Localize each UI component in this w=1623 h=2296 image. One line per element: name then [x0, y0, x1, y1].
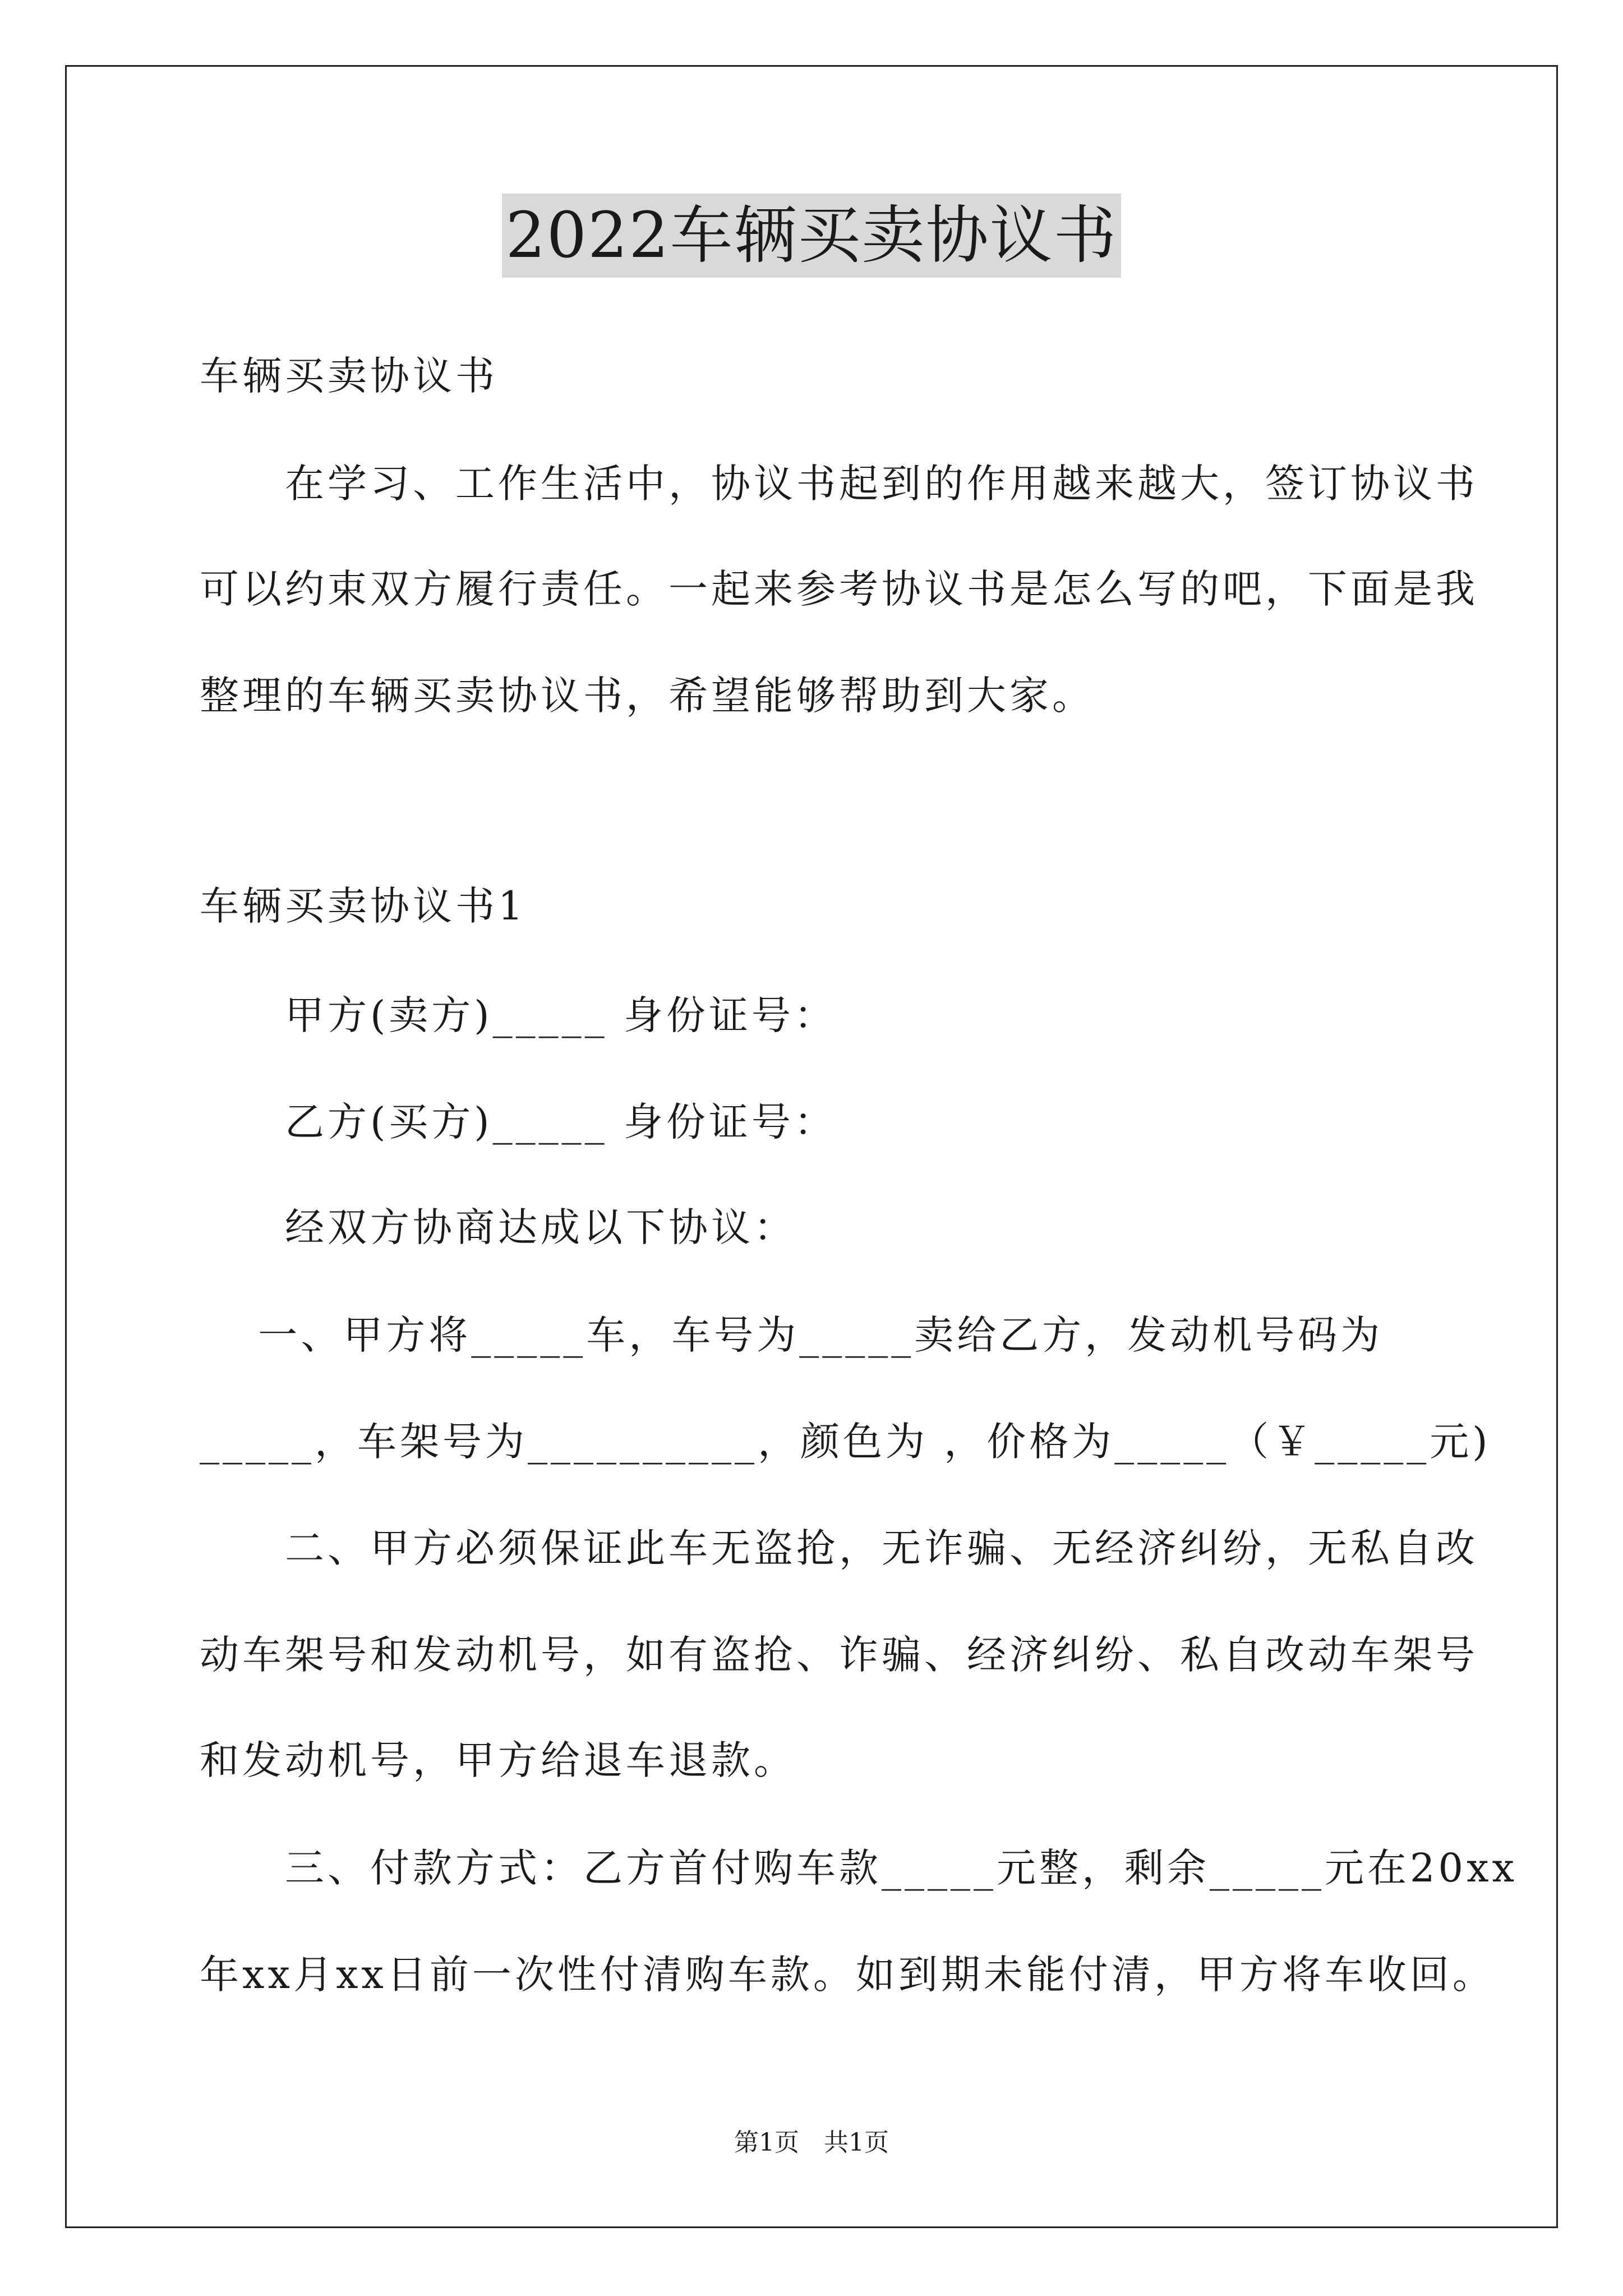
- agreement-lead-line: 经双方协商达成以下协议：: [200, 1204, 796, 1250]
- heading-agreement-1: 车辆买卖协议书1: [200, 883, 527, 929]
- clause-3-line-2: 年xx月xx日前一次性付清购车款。如到期未能付清，甲方将车收回。: [200, 1952, 1495, 1998]
- clause-2-line-2: 动车架号和发动机号，如有盗抢、诈骗、经济纠纷、私自改动车架号: [200, 1632, 1478, 1678]
- clause-2-line-3: 和发动机号，甲方给退车退款。: [200, 1737, 796, 1783]
- clause-3-line-1: 三、付款方式：乙方首付购车款_____元整，剩余_____元在20xx: [200, 1845, 1518, 1891]
- party-b-line: 乙方(买方)_____ 身份证号：: [200, 1099, 837, 1145]
- page-footer: 第1页 共1页: [734, 2128, 889, 2157]
- clause-1-line-2: _____，车架号为__________，颜色为 ，价格为_____（￥_____元): [200, 1419, 1491, 1465]
- title-container: [0, 194, 1623, 278]
- intro-line-3: 整理的车辆买卖协议书，希望能够帮助到大家。: [200, 673, 1095, 719]
- document-title: 2022车辆买卖协议书: [502, 194, 1121, 278]
- intro-line-1: 在学习、工作生活中，协议书起到的作用越来越大，签订协议书: [200, 461, 1478, 507]
- clause-2-line-1: 二、甲方必须保证此车无盗抢，无诈骗、无经济纠纷，无私自改: [200, 1525, 1478, 1571]
- heading-agreement: 车辆买卖协议书: [200, 353, 498, 399]
- party-a-line: 甲方(卖方)_____ 身份证号：: [200, 992, 837, 1038]
- intro-line-2: 可以约束双方履行责任。一起来参考协议书是怎么写的吧，下面是我: [200, 566, 1478, 612]
- clause-1-line-1: 一、甲方将_____车，车号为_____卖给乙方，发动机号码为: [200, 1312, 1384, 1358]
